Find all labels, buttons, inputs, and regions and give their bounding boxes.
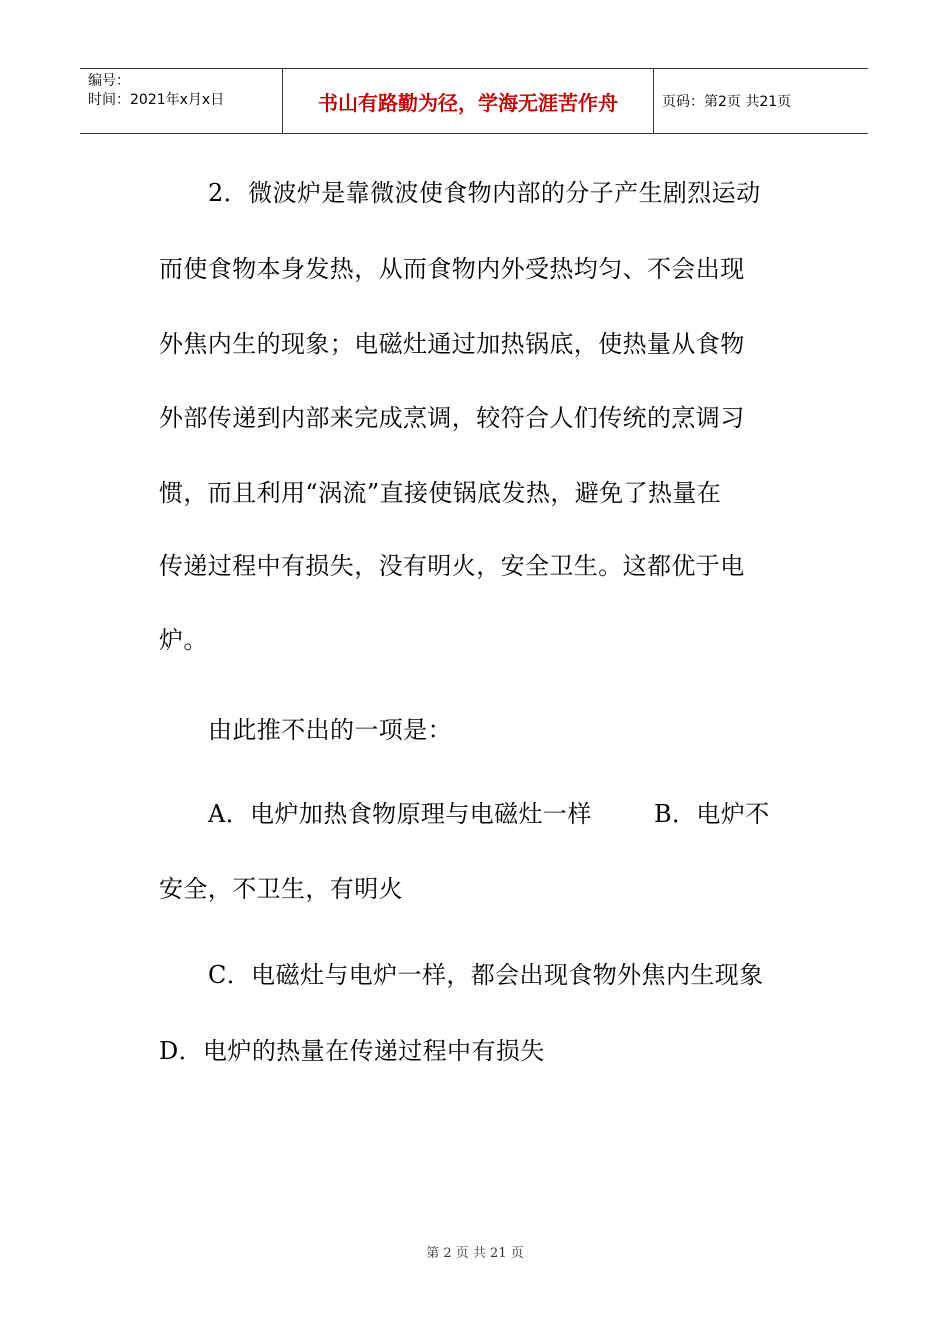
paragraph-line: 传递过程中有损失，没有明火，安全卫生。这都优于电 bbox=[159, 552, 745, 580]
paragraph-line: 2．微波炉是靠微波使食物内部的分子产生剧烈运动 bbox=[208, 179, 761, 207]
paragraph-line: 外部传递到内部来完成烹调，较符合人们传统的烹调习 bbox=[159, 404, 745, 432]
header-meta-cell bbox=[80, 69, 282, 133]
paragraph-line: 惯，而且利用“涡流”直接使锅底发热，避免了热量在 bbox=[159, 479, 722, 507]
header-page-info: 页码：第2页 共21页 bbox=[662, 94, 792, 110]
option-d: D．电炉的热量在传递过程中有损失 bbox=[159, 1037, 545, 1065]
paragraph-line: 炉。 bbox=[159, 626, 208, 654]
header-page-cell bbox=[654, 69, 868, 133]
document-number-label: 编号： bbox=[88, 73, 130, 89]
header-motto-cell bbox=[282, 69, 654, 133]
question-prompt: 由此推不出的一项是： bbox=[208, 716, 452, 744]
page-footer: 第 2 页 共 21 页 bbox=[426, 1246, 524, 1261]
option-b: B．电炉不 bbox=[654, 800, 770, 828]
option-a: A．电炉加热食物原理与电磁灶一样 bbox=[208, 800, 592, 828]
option-b-continuation: 安全，不卫生，有明火 bbox=[159, 875, 403, 903]
header-motto: 书山有路勤为径，学海无涯苦作舟 bbox=[318, 91, 618, 115]
option-c: C．电磁灶与电炉一样，都会出现食物外焦内生现象 bbox=[208, 961, 764, 989]
paragraph-line: 而使食物本身发热，从而食物内外受热均匀、不会出现 bbox=[159, 255, 745, 283]
paragraph-line: 外焦内生的现象；电磁灶通过加热锅底，使热量从食物 bbox=[159, 330, 745, 358]
page-header bbox=[80, 68, 868, 134]
document-time-label: 时间：2021年x月x日 bbox=[88, 92, 225, 108]
